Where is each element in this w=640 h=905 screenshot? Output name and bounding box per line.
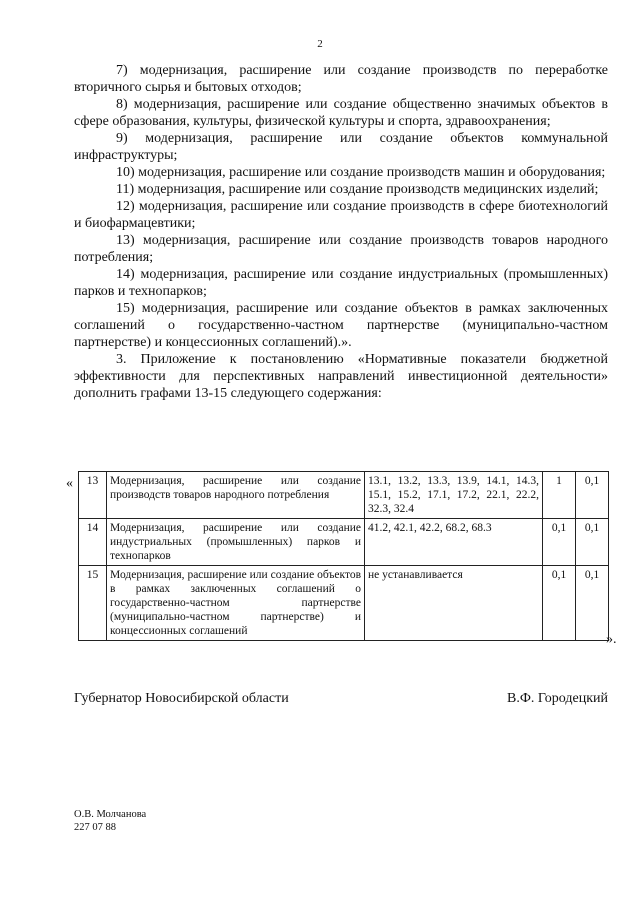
value-cell-2: 0,1 bbox=[576, 566, 609, 641]
paragraph-item-15: 15) модернизация, расширение или создание объектов в рамках заключенных соглашений о государственно-частном партнерстве (муниципально-частном партнерстве) и концессионных соглашений).». bbox=[74, 301, 608, 350]
table-row bbox=[79, 519, 609, 566]
executor-name: О.В. Молчанова bbox=[74, 809, 147, 820]
description-cell: Модернизация, расширение или создание производств товаров народного потребления bbox=[107, 472, 365, 519]
paragraph-item-9: 9) модернизация, расширение или создание объектов коммунальной инфраструктуры; bbox=[74, 131, 608, 163]
row-number-cell: 14 bbox=[79, 519, 107, 566]
okved-codes-cell: не устанавливается bbox=[365, 566, 543, 641]
document-body bbox=[74, 62, 608, 402]
okved-codes-cell: 13.1, 13.2, 13.3, 13.9, 14.1, 14.3, 15.1, 15.2, 17.1, 17.2, 22.1, 22.2, 32.3, 32.4 bbox=[365, 472, 543, 519]
executor-block bbox=[74, 808, 146, 834]
paragraph-item-13: 13) модернизация, расширение или создание производств товаров народного потребления; bbox=[74, 233, 608, 265]
paragraph-item-14: 14) модернизация, расширение или создание индустриальных (промышленных) парков и технопарков; bbox=[74, 267, 608, 299]
page-number: 2 bbox=[317, 38, 323, 50]
paragraph-item-12: 12) модернизация, расширение или создание производств в сфере биотехнологий и биофармацевтики; bbox=[74, 199, 608, 231]
paragraph-item-10: 10) модернизация, расширение или создание производств машин и оборудования; bbox=[116, 165, 606, 180]
value-cell-1: 0,1 bbox=[543, 519, 576, 566]
description-cell: Модернизация, расширение или создание объектов в рамках заключенных соглашений о государственно-частном партнерстве (муниципально-частном партнерстве) и концессионных соглашений bbox=[107, 566, 365, 641]
annex-table bbox=[78, 471, 609, 641]
signature-title: Губернатор Новосибирской области bbox=[74, 691, 289, 706]
value-cell-2: 0,1 bbox=[576, 472, 609, 519]
quote-open-mark: « bbox=[66, 476, 73, 491]
okved-codes-cell: 41.2, 42.1, 42.2, 68.2, 68.3 bbox=[365, 519, 543, 566]
executor-phone: 227 07 88 bbox=[74, 822, 116, 833]
value-cell-1: 1 bbox=[543, 472, 576, 519]
paragraph-item-7: 7) модернизация, расширение или создание производств по переработке вторичного сырья и бытовых отходов; bbox=[74, 63, 608, 95]
signature-name: В.Ф. Городецкий bbox=[507, 691, 608, 706]
table-row bbox=[79, 566, 609, 641]
value-cell-1: 0,1 bbox=[543, 566, 576, 641]
paragraph-item-11: 11) модернизация, расширение или создание производств медицинских изделий; bbox=[116, 182, 599, 197]
row-number-cell: 15 bbox=[79, 566, 107, 641]
row-number-cell: 13 bbox=[79, 472, 107, 519]
table-row bbox=[79, 472, 609, 519]
paragraph-point-3: 3. Приложение к постановлению «Нормативные показатели бюджетной эффективности для перспективных направлений инвестиционной деятельности» дополнить графами 13-15 следующего содержания: bbox=[74, 352, 608, 401]
description-cell: Модернизация, расширение или создание индустриальных (промышленных) парков и технопарков bbox=[107, 519, 365, 566]
paragraph-item-8: 8) модернизация, расширение или создание общественно значимых объектов в сфере образования, культуры, физической культуры и спорта, здравоохранения; bbox=[74, 97, 608, 129]
quote-close-mark: ». bbox=[606, 632, 617, 647]
value-cell-2: 0,1 bbox=[576, 519, 609, 566]
